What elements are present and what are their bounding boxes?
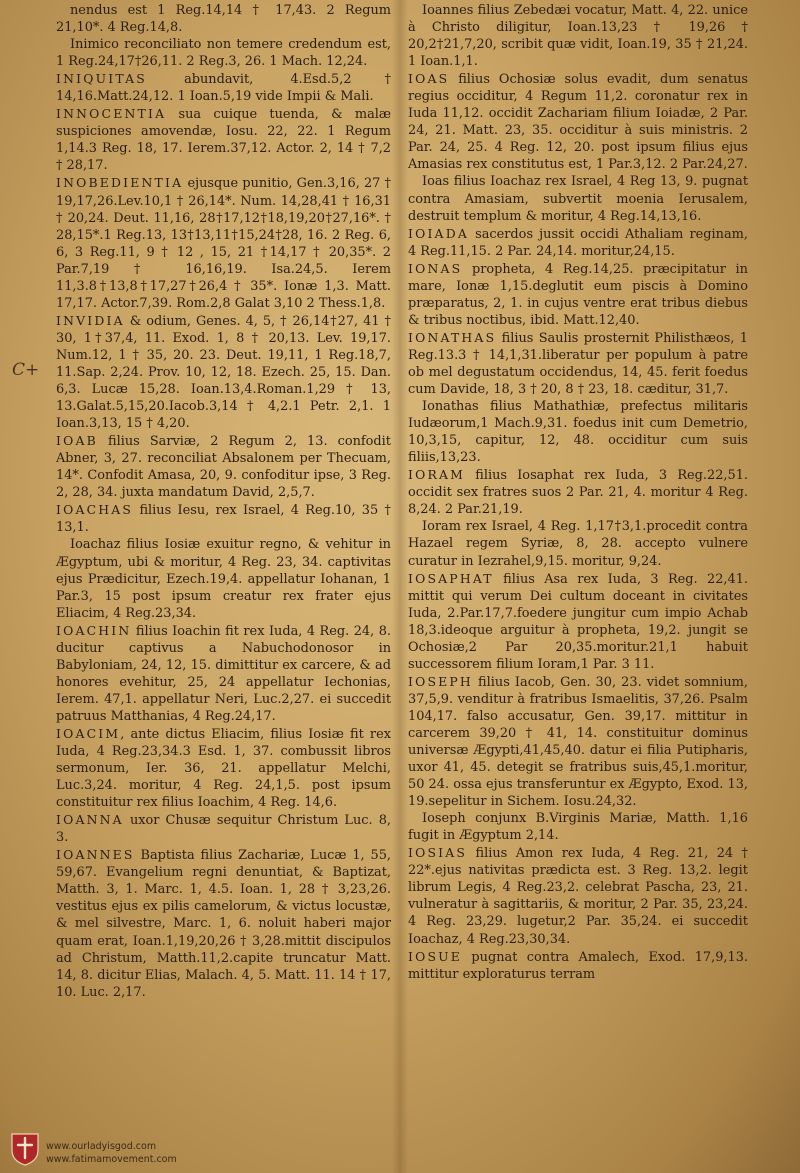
handwritten-margin-note: C+: [12, 360, 40, 380]
index-entry: [408, 673, 748, 810]
index-entry: Ioram rex Israel, 4 Reg. 1,17†3,1.procedit contra Hazael regem Syriæ, 8, 28. accepto vulnere curatur in Iezrahel,9,15. moritur, 9,24.: [408, 519, 748, 569]
entry-keyword: IOIADA: [408, 225, 469, 241]
index-entry: [408, 948, 748, 983]
entry-keyword: IOAB: [56, 433, 98, 449]
entry-keyword: IONATHAS: [408, 329, 497, 345]
index-entry: [408, 260, 748, 329]
entry-keyword: INOBEDIENTIA: [56, 175, 184, 191]
index-entry: Ionathas filius Mathathiæ, prefectus militaris Iudæorum,1 Mach.9,31. foedus init cum Demetrio, 10,3,15, capitur, 12, 48. occiditur cum suis filiis,13,23.: [408, 399, 748, 466]
website-credits: [46, 1140, 177, 1166]
entry-text: abundavit, 4.Esd.5,2† 14,16.Matt.24,12. 1 Ioan.5,19 vide Impii & Mali.: [56, 72, 391, 105]
entry-text: propheta, 4 Reg.14,25. præcipitatur in mare, Ionæ 1,15.deglutit eum piscis à Domino præparatus, 2, 1. in cujus ventre erat tribus diebus & tribus noctibus, ibid. Matt.12,40.: [408, 261, 748, 328]
entry-text: sua cuique tuenda, & malæ suspiciones amovendæ, Iosu. 22, 22. 1 Regum 1,14.3 Reg. 18, 17. Ierem.37,12. Actor. 2, 14 † 7,2 † 28,17.: [56, 107, 391, 174]
entry-keyword: IOANNES: [56, 847, 135, 863]
index-entry: [408, 570, 748, 673]
entry-keyword: IOSAPHAT: [408, 570, 494, 586]
index-entry: Ioachaz filius Iosiæ exuitur regno, & vehitur in Ægyptum, ubi & moritur, 4 Reg. 23, 34. captivitas ejus Prædicitur, Ezech.19,4. appellatur Iohanan, 1 Par.3, 15 post ipsum creatur rex frater ejus Eliacim, 4 Reg.23,34.: [56, 537, 391, 621]
entry-keyword: IOACHAS: [56, 502, 134, 518]
entry-text: filius Iosaphat rex Iuda, 3 Reg.22,51. occidit sex fratres suos 2 Par. 21, 4. moritur 4 Reg. 8,24. 2 Par.21,19.: [408, 468, 748, 518]
right-column: [408, 2, 748, 983]
entry-keyword: IORAM: [408, 467, 466, 483]
entry-text: filius Iacob, Gen. 30, 23. videt somnium, 37,5,9. venditur à fratribus Ismaelitis, 37,26. Psalm 104,17. falso accusatur, Gen. 39,17. mittitur in carcerem 39,20 † 41, 14. constituitur dominus universæ Ægypti,41,45,40. datur ei filia Putipharis, uxor 41, 45. detegit se fratribus suis,45,1.moritur, 50 24. ossa ejus transferuntur ex Ægypto, Exod. 13, 19.sepelitur in Sichem. Iosu.24,32.: [408, 674, 748, 810]
index-entry: [56, 174, 391, 311]
index-entry: [56, 846, 391, 1000]
entry-keyword: INNOCENTIA: [56, 106, 167, 122]
index-entry: [56, 312, 391, 432]
entry-keyword: IOSEPH: [408, 673, 473, 689]
entry-keyword: IOANNA: [56, 812, 124, 828]
entry-keyword: IOACHIN: [56, 622, 132, 638]
index-entry: Ioseph conjunx B.Virginis Mariæ, Matth. 1,16 fugit in Ægyptum 2,14.: [408, 811, 748, 844]
entry-text: filius Ochosiæ solus evadit, dum senatus regius occiditur, 4 Regum 11,2. coronatur rex in Iuda 11,12. occidit Zachariam filium Ioiadæ, 2 Par. 24, 21. Matt. 23, 35. occiditur à suis ministris. 2 Par. 24, 25. 4 Reg. 12, 20. post ipsum filius ejus Amasias rex constitutus est, 1 Par.3,12. 2 Par.24,27.: [408, 72, 748, 173]
entry-text: filius Sarviæ, 2 Regum 2, 13. confodit Abner, 3, 27. reconciliat Absalonem per Thecuam, 14*. Confodit Amasa, 20, 9. confoditur ipse, 3 Reg. 2, 28, 34. juxta mandatum David, 2,5,7.: [56, 434, 391, 501]
entry-text: , ante dictus Eliacim, filius Iosiæ fit rex Iuda, 4 Reg.23,34.3 Esd. 1, 37. combussit libros sermonum, Ier. 36, 21. appellatur Melchi, Luc.3,24. moritur, 4 Reg. 24,1,5. post ipsum constituitur rex filius Ioachim, 4 Reg. 14,6.: [56, 726, 391, 811]
entry-text: uxor Chusæ sequitur Christum Luc. 8, 3.: [56, 813, 391, 846]
entry-keyword: IOAS: [408, 71, 450, 87]
entry-keyword: INIQUITAS: [56, 71, 147, 87]
entry-keyword: INVIDIA: [56, 312, 125, 328]
index-entry: nendus est 1 Reg.14,14 † 17,43. 2 Regum 21,10*. 4 Reg.14,8.: [56, 3, 391, 36]
index-entry: [56, 105, 391, 174]
index-entry: [408, 70, 748, 173]
credit-link[interactable]: www.ourladyisgod.com: [46, 1141, 157, 1152]
index-entry: [408, 466, 748, 518]
entry-keyword: IOACIM: [56, 725, 121, 741]
index-entry: [56, 501, 391, 536]
index-entry: [56, 70, 391, 105]
index-entry: [56, 432, 391, 501]
left-column: [56, 2, 391, 1001]
index-entry: [56, 725, 391, 811]
entry-text: ejusque punitio, Gen.3,16, 27 † 19,17,26.Lev.10,1 † 26,14*. Num. 14,28,41 † 16,31 † 20,24. Deut. 11,16, 28†17,12†18,19,20†27,16*. † 28,15*.1 Reg.13, 13†13,11†15,24†28, 16. 2 Reg. 6, 6, 3 Reg.11, 9 † 12 , 15, 21 †14,17 † 20,35*. 2 Par.7,19 † 16,16,19. Isa.24,5. Ierem 11,3.8†13,8†17,27†26,4 † 35*. Ionæ 1,3. Matt. 17,17. Actor.7,39. Rom.2,8 Galat 3,10 2 Thess.1,8.: [56, 176, 391, 311]
entry-keyword: IOSUE: [408, 948, 463, 964]
entry-keyword: IOSIAS: [408, 845, 468, 861]
index-entry: [56, 622, 391, 725]
entry-text: filius Saulis prosternit Philisthæos, 1 Reg.13.3 † 14,1,31.liberatur per populum à patre ob mel degustatum occidendus, 14, 45. ferit foedus cum Davide, 18, 3 † 20, 8 † 23, 18. cæditur, 31,7.: [408, 330, 748, 398]
index-entry: [408, 844, 748, 947]
entry-text: filius Amon rex Iuda, 4 Reg. 21, 24 † 22*.ejus nativitas prædicta est. 3 Reg. 13,2. legit librum Legis, 4 Reg.23,2. celebrat Pascha, 23, 21. vulneratur à sagittariis, & moritur, 2 Par. 35, 23,24. 4 Reg. 23,29. lugetur,2 Par. 35,24. ei succedit Ioachaz, 4 Reg.23,30,34.: [408, 846, 748, 947]
entry-text: pugnat contra Amalech, Exod. 17,9,13. mittitur exploraturus terram: [408, 949, 748, 982]
index-entry: [408, 225, 748, 260]
site-logo-icon: [10, 1132, 40, 1166]
entry-keyword: IONAS: [408, 260, 463, 276]
entry-text: sacerdos jussit occidi Athaliam reginam, 4 Reg.11,15. 2 Par. 24,14. moritur,24,15.: [408, 226, 748, 259]
index-entry: [56, 811, 391, 846]
index-entry: Inimico reconciliato non temere credendum est, 1 Reg.24,17†26,11. 2 Reg.3, 26. 1 Mach. 12,24.: [56, 37, 391, 70]
entry-text: filius Iesu, rex Israel, 4 Reg.10, 35 † 13,1.: [56, 503, 391, 536]
entry-text: & odium, Genes. 4, 5, † 26,14†27, 41 † 30, 1†37,4, 11. Exod. 1, 8 † 20,13. Lev. 19,17. Num.12, 1 † 35, 20. 23. Deut. 19,11, 1 Reg.18,7, 11.Sap. 2,24. Prov. 10, 12, 18. Ezech. 25, 15. Dan. 6,3. Lucæ 15,28. Ioan.13,4.Roman.1,29 † 13, 13.Galat.5,15,20.Iacob.3,14 † 4,2.1 Petr. 2,1. 1 Ioan.3,13, 15 † 4,20.: [56, 313, 391, 432]
index-entry: Ioannes filius Zebedæi vocatur, Matt. 4, 22. unice à Christo diligitur, Ioan.13,23 † 19,26 † 20,2†21,7,20, scribit quæ vidit, Ioan.19, 35 † 21,24. 1 Ioan.1,1.: [408, 3, 748, 70]
entry-text: Baptista filius Zachariæ, Lucæ 1, 55, 59,67. Evangelium regni denuntiat, & Baptizat, Matth. 3, 1. Marc. 1, 4.5. Ioan. 1, 28 † 3,23,26. vestitus ejus ex pilis camelorum, & victus locustæ, & mel silvestre, Marc. 1, 6. noluit haberi major quam erat, Ioan.1,19,20,26 † 3,28.mittit discipulos ad Christum, Matth.11,2.capite truncatur Matt. 14, 8. dicitur Elias, Malach. 4, 5. Matt. 11. 14 † 17, 10. Luc. 2,17.: [56, 848, 391, 1000]
entry-text: filius Ioachin fit rex Iuda, 4 Reg. 24, 8. ducitur captivus a Nabuchodonosor in Babyloniam, 24, 12, 15. dimittitur ex carcere, & ad honores evehitur, 25, 24 appellatur Iechonias, Ierem. 47,1. appellatur Neri, Luc.2,27. ei succedit patruus Matthanias, 4 Reg.24,17.: [56, 623, 391, 724]
index-entry: [408, 329, 748, 398]
entry-text: filius Asa rex Iuda, 3 Reg. 22,41. mittit qui verum Dei cultum doceant in civitates Iuda, 2.Par.17,7.foedere jungitur cum impio Achab 18,3.ideoque arguitur à propheta, 19,2. jungit se Ochosiæ,2 Par 20,35.moritur.21,1 habuit successorem filium Ioram,1 Par. 3 11.: [408, 571, 748, 672]
index-entry: Ioas filius Ioachaz rex Israel, 4 Reg 13, 9. pugnat contra Amasiam, subvertit moenia Ierusalem, destruit templum & moritur, 4 Reg.14,13,16.: [408, 174, 748, 224]
credit-link[interactable]: www.fatimamovement.com: [46, 1154, 177, 1165]
